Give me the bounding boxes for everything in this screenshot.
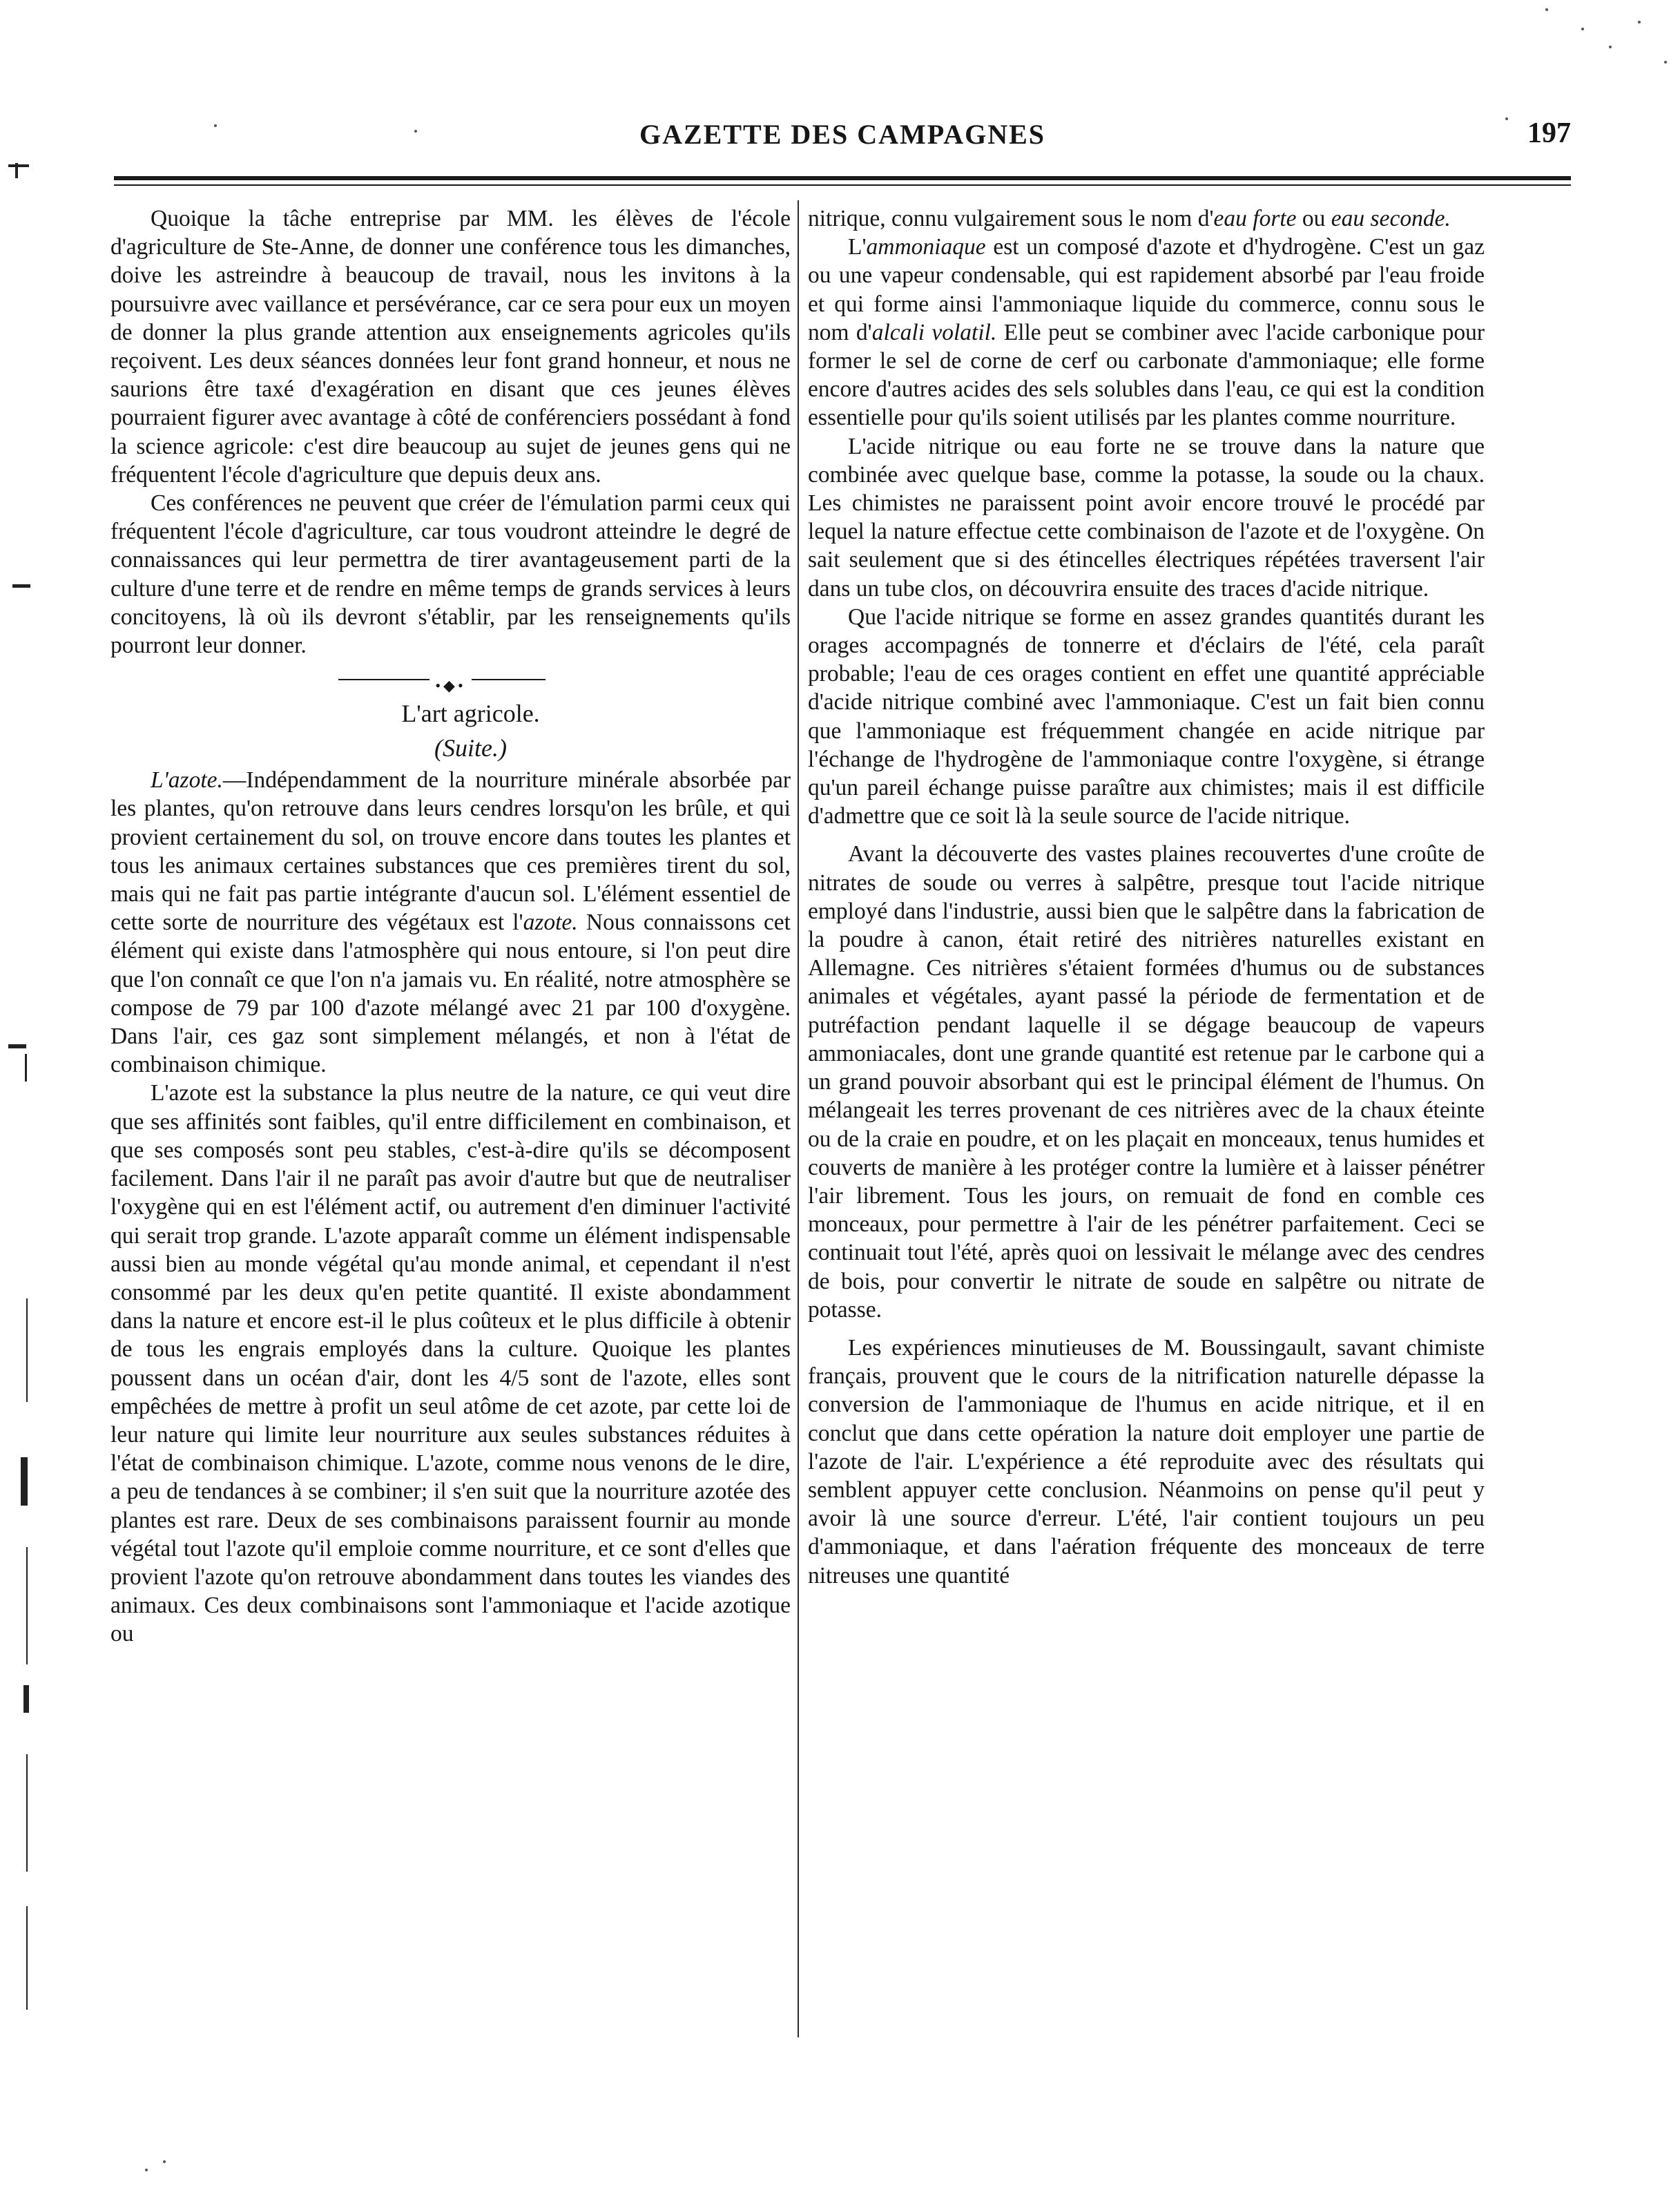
ammoniaque-text-1: est un composé d'azote et d'hydrogène. C'est un gaz ou une vapeur condensable, qui est rapidement absorbé par l'eau froide et qui forme ainsi l'ammoniaque liquide du commerce, connu sous le nom d' (808, 234, 1485, 345)
scan-speck (1638, 21, 1641, 23)
cont-start: nitrique, connu vulgairement sous le nom d' (808, 206, 1214, 231)
separator-ornament (110, 669, 791, 695)
separator-glyph: •◆• (429, 676, 471, 695)
eau-seconde: eau seconde. (1331, 206, 1451, 231)
paragraph-boussingault: Les expériences minutieuses de M. Boussingault, savant chimiste français, prouvent que le cours de la nitrification naturelle dépasse la conversion de l'ammoniaque de l'humus en acide nitrique, et il en conclut que dans cette opération la nature doit employer une partie de l'azote de l'air. L'expérience a été reproduite avec des résultats qui semblent appuyer cette conclusion. Néanmoins on pense qu'il peut y avoir là une source d'erreur. L'été, l'air contient toujours un peu d'ammoniaque, et dans l'aération fréquente des monceaux de terre nitreuses une quantité (808, 1334, 1485, 1588)
scan-speck (1664, 61, 1667, 64)
paragraph-nitrieres: Avant la découverte des vastes plaines recouvertes d'une croûte de nitrates de soude ou verres à salpêtre, presque tout l'acide nitrique employé dans l'industrie, aussi bien que le salpêtre dans la fabrication de la poudre à canon, était retiré des nitrières naturelles existant en Allemagne. Ces nitrières s'étaient formées d'humus ou de substances animales et végétales, ayant passé la période de fermentation et de putréfaction pendant laquelle il se dégage beaucoup de vapeurs ammoniacales, dont une grande quantité est retenue par le carbone qui a un grand pouvoir absorbant qui est le principal élément de l'humus. On mélangeait les terres provenant de ces nitrières avec de la chaux éteinte ou de la craie en poudre, et on les plaçait en monceaux, tenus humides et couverts de manière à les protéger contre la lumière et à laisser pénétrer l'air librement. Tous les jours, on remuait de fond en comble ces monceaux, pour permettre à l'air de les pénétrer parfaitement. Ceci se continuait tout l'été, après quoi on lessivait le mélange avec des cendres de bois, pour convertir le nitrate de soude en salpêtre ou nitrate de potasse. (808, 841, 1485, 1323)
paragraph-spacer (808, 1324, 1485, 1334)
margin-mark (26, 1547, 28, 1664)
cont-mid: ou (1296, 206, 1331, 231)
scan-speck (414, 130, 417, 133)
paragraph-conferences: Ces conférences ne peuvent que créer de l'émulation parmi ceux qui fréquentent l'école d'agriculture, car tous voudront atteindre le degré de connaissances qui leur permettra de tirer avantageusement parti de la culture d'une terre et de rendre en même temps de grands services à leurs concitoyens, là où ils devront s'établir, par les renseignements qu'ils pourront leur donner. (110, 490, 791, 659)
paragraph-spacer (808, 830, 1485, 840)
ammoniaque-text-2: Elle peut se combiner avec l'acide carbonique pour former le sel de corne de cerf ou carbonate d'ammoniaque; elle forme encore d'autres acides des sels solubles dans l'eau, ce qui est la condition essentielle pour qu'ils soient utilisés par les plantes comme nourriture. (808, 319, 1485, 431)
page-header (114, 114, 1571, 162)
alcali-volatil: alcali volatil. (871, 319, 997, 345)
paragraph-students: Quoique la tâche entreprise par MM. les élèves de l'école d'agriculture de Ste-Anne, de donner une conférence tous les dimanches, doive les astreindre à beaucoup de travail, nous les invitons à la poursuivre avec vaillance et persévérance, car ce sera pour eux un moyen de donner la plus grande attention aux enseignements agricoles qu'ils reçoivent. Les deux séances données leur font grand honneur, et nous ne saurions être taxé d'exagération en disant que ces jeunes élèves pourraient figurer avec avantage à côté de conférenciers possédant à fond la science agricole: c'est dire beaucoup au sujet de jeunes gens qui ne fréquentent l'école d'agriculture que depuis deux ans. (110, 206, 791, 488)
paragraph-ammoniaque (808, 233, 1485, 432)
scan-speck (1581, 28, 1584, 30)
header-rule-thick (114, 176, 1571, 180)
page-number: 197 (1527, 117, 1571, 149)
article-subtitle: (Suite.) (434, 734, 507, 762)
paragraph-orages: Que l'acide nitrique se forme en assez grandes quantités durant les orages accompagnés de tonnerre et d'éclairs de l'été, cela paraît probable; l'eau de ces orages contient en effet une quantité appréciable d'acide nitrique combiné avec l'ammoniaque. C'est un fait bien connu que l'ammoniaque est fréquemment changée en acide nitrique par l'échange de l'hydrogène de l'ammoniaque contre l'oxygène, si étrange qu'un pareil échange puisse paraître aux chimistes; mais il est difficile d'admettre que ce soit là la seule source de l'acide nitrique. (808, 604, 1485, 829)
margin-mark (8, 164, 29, 167)
left-column (110, 204, 791, 2055)
paragraph-azote-intro (110, 766, 791, 1079)
azote-rest-text: Nous connaissons cet élément qui existe dans l'atmosphère qui nous entoure, si l'on peut dire que l'on connaît ce que l'on n'a jamais vu. En réalité, notre atmosphère se compose de 79 par 100 d'azote mélangé avec 21 par 100 d'oxygène. Dans l'air, ces gaz sont simplement mélangés, et non à l'état de combinaison chimique. (110, 910, 791, 1078)
scan-speck (145, 2169, 148, 2171)
margin-mark (8, 1044, 26, 1048)
running-title: GAZETTE DES CAMPAGNES (639, 119, 1045, 150)
ammoniaque-lead: L' (848, 234, 867, 260)
margin-mark (23, 1685, 29, 1713)
margin-mark (21, 1457, 28, 1506)
right-column (808, 204, 1485, 2055)
column-divider (798, 200, 799, 2037)
margin-mark (26, 1298, 28, 1402)
paragraph-continuation (808, 204, 1485, 233)
azote-word: azote. (523, 910, 578, 936)
margin-mark (26, 1906, 28, 2010)
header-rule-thin (114, 184, 1571, 186)
scan-speck (214, 124, 217, 127)
azote-lead: L'azote. (151, 767, 223, 794)
azote-intro-text: —Indépendamment de la nourriture minérale absorbée par les plantes, qu'on retrouve dans leurs cendres lorsqu'on les brûle, et qui provient certainement du sol, on trouve encore dans toutes les plantes et tous les animaux certaines substances que ces premières tirent du sol, mais qui ne fait pas partie intégrante d'aucun sol. L'élément essentiel de cette sorte de nourriture des végétaux est l' (110, 767, 791, 936)
ammoniaque-word: ammoniaque (866, 234, 986, 260)
scan-speck (163, 2160, 166, 2163)
article-title: L'art agricole. (401, 700, 540, 728)
eau-forte: eau forte (1213, 206, 1297, 231)
margin-mark (25, 1054, 27, 1082)
margin-mark (15, 163, 18, 178)
margin-mark (26, 1754, 28, 1872)
margin-mark (12, 584, 30, 588)
scan-speck (1505, 117, 1508, 120)
paragraph-acide-nitrique: L'acide nitrique ou eau forte ne se trouve dans la nature que combinée avec quelque base, comme la potasse, la soude ou la chaux. Les chimistes ne paraissent point avoir encore trouvé le procédé par lequel la nature effectue cette combinaison de l'azote et de l'oxygène. On sait seulement que si des étincelles électriques répétées traversent l'air dans un tube clos, on découvrira ensuite des traces d'acide nitrique. (808, 433, 1485, 602)
paragraph-azote-neutral: L'azote est la substance la plus neutre de la nature, ce qui veut dire que ses affinités sont faibles, qu'il entre difficilement en combinaison, et que ses composés sont peu stables, c'est-à-dire qu'ils se décomposent facilement. Dans l'air il ne paraît pas avoir d'autre but que de neutraliser l'oxygène qui en est l'élément actif, ou autrement d'en diminuer l'activité qui serait trop grande. L'azote apparaît comme un élément indispensable aussi bien au monde végétal qu'au monde animal, et cependant il n'est consommé par les deux qu'en petite quantité. Il existe abondamment dans la nature et encore est-il le plus coûteux et le plus difficile à obtenir de tous les engrais employés dans la culture. Quoique les plantes poussent dans un océan d'air, dont les 4/5 sont de l'azote, elles sont empêchées de mettre à profit un seul atôme de cet azote, par cette loi de leur nature qui limite leur nourriture aux seules substances réduites à l'état de combinaison chimique. L'azote, comme nous venons de le dire, a peu de tendances à se combiner; il s'en suit que la nourriture azotée des plantes est rare. Deux de ses combinaisons paraissent fournir au monde végétal tout l'azote qu'il emploie comme nourriture, et ce sont d'elles que provient l'azote qu'on retrouve abondamment dans toutes les viandes des animaux. Ces deux combinaisons sont l'ammoniaque et l'acide azotique ou (110, 1080, 791, 1647)
scan-speck (1609, 46, 1612, 48)
scan-speck (1545, 8, 1548, 11)
